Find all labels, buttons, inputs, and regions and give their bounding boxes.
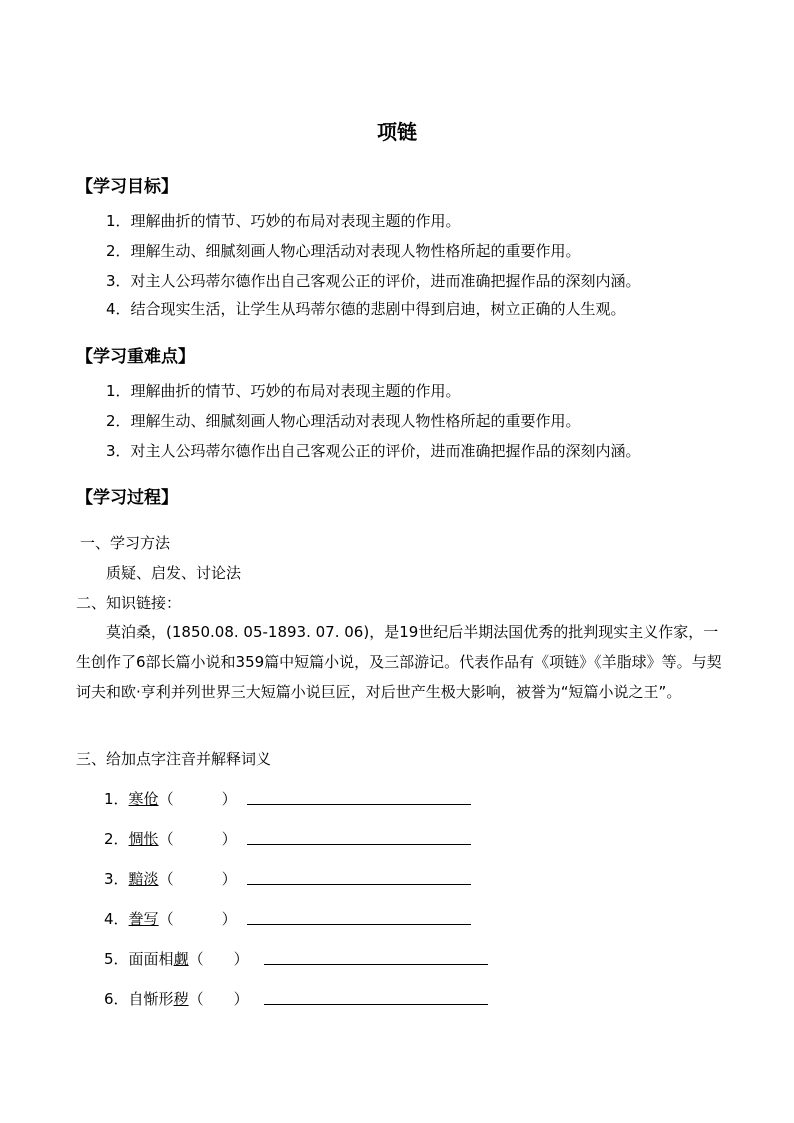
vocab-num: 3． — [104, 870, 129, 888]
vocab-item — [104, 909, 237, 929]
paren-open: （ — [158, 870, 174, 888]
vocab-num: 5． — [104, 950, 129, 968]
objective-item: 1．理解曲折的情节、巧妙的布局对表现主题的作用。 — [106, 212, 461, 230]
knowledge-title: 二、知识链接： — [76, 594, 182, 612]
vocab-marked-word: 寒伧 — [128, 790, 159, 808]
answer-line[interactable] — [247, 924, 471, 925]
answer-line[interactable] — [247, 884, 471, 885]
page-title: 项链 — [377, 120, 417, 144]
vocab-item — [104, 869, 237, 889]
paren-open: （ — [188, 990, 204, 1008]
vocab-title: 三、给加点字注音并解释词义 — [76, 750, 272, 768]
key-point-item: 2．理解生动、细腻刻画人物心理活动对表现人物性格所起的重要作用。 — [106, 412, 581, 430]
vocab-marked-word: 秽 — [173, 990, 189, 1008]
paren-close: ） — [233, 950, 249, 968]
vocab-prefix: 自惭形 — [128, 990, 174, 1008]
answer-line[interactable] — [264, 1004, 488, 1005]
answer-line[interactable] — [247, 844, 471, 845]
key-point-item: 3．对主人公玛蒂尔德作出自己客观公正的评价，进而准确把握作品的深刻内涵。 — [106, 442, 641, 460]
vocab-marked-word: 誊写 — [128, 910, 159, 928]
paren-close: ） — [221, 790, 237, 808]
vocab-marked-word: 黯淡 — [128, 870, 159, 888]
vocab-item — [104, 989, 249, 1009]
paren-close: ） — [221, 910, 237, 928]
vocab-num: 1． — [104, 790, 129, 808]
paren-open: （ — [158, 790, 174, 808]
vocab-item — [104, 789, 237, 809]
objective-item: 2．理解生动、细腻刻画人物心理活动对表现人物性格所起的重要作用。 — [106, 242, 581, 260]
paren-close: ） — [221, 870, 237, 888]
section-heading-objectives: 【学习目标】 — [76, 177, 178, 197]
vocab-prefix: 面面相 — [128, 950, 174, 968]
vocab-num: 6． — [104, 990, 129, 1008]
objective-item: 4．结合现实生活，让学生从玛蒂尔德的悲剧中得到启迪，树立正确的人生观。 — [106, 300, 626, 318]
vocab-marked-word: 惆怅 — [128, 830, 159, 848]
method-body: 质疑、启发、讨论法 — [106, 564, 242, 582]
paren-open: （ — [188, 950, 204, 968]
vocab-item — [104, 949, 249, 969]
method-title: 一、学习方法 — [80, 534, 171, 552]
vocab-marked-word: 觑 — [173, 950, 189, 968]
objective-item: 3．对主人公玛蒂尔德作出自己客观公正的评价，进而准确把握作品的深刻内涵。 — [106, 272, 641, 290]
vocab-item — [104, 829, 237, 849]
knowledge-body: 莫泊桑，(1850.08. 05-1893. 07. 06)，是19世纪后半期法国优秀的批判现实主义作家，一生创作了6部长篇小说和359篇中短篇小说，及三部游记。代表作品有《项链》《羊脂球》等。与契诃夫和欧·亨利并列世界三大短篇小说巨匠，对后世产生极大影响，被誉为“短篇小说之王”。 — [76, 623, 722, 701]
vocab-num: 2． — [104, 830, 129, 848]
answer-line[interactable] — [264, 964, 488, 965]
section-heading-process: 【学习过程】 — [76, 488, 178, 508]
key-point-item: 1．理解曲折的情节、巧妙的布局对表现主题的作用。 — [106, 382, 461, 400]
section-heading-key-points: 【学习重难点】 — [76, 347, 195, 367]
answer-line[interactable] — [247, 804, 471, 805]
vocab-num: 4． — [104, 910, 129, 928]
paren-close: ） — [233, 990, 249, 1008]
paren-open: （ — [158, 910, 174, 928]
paren-close: ） — [221, 830, 237, 848]
paren-open: （ — [158, 830, 174, 848]
